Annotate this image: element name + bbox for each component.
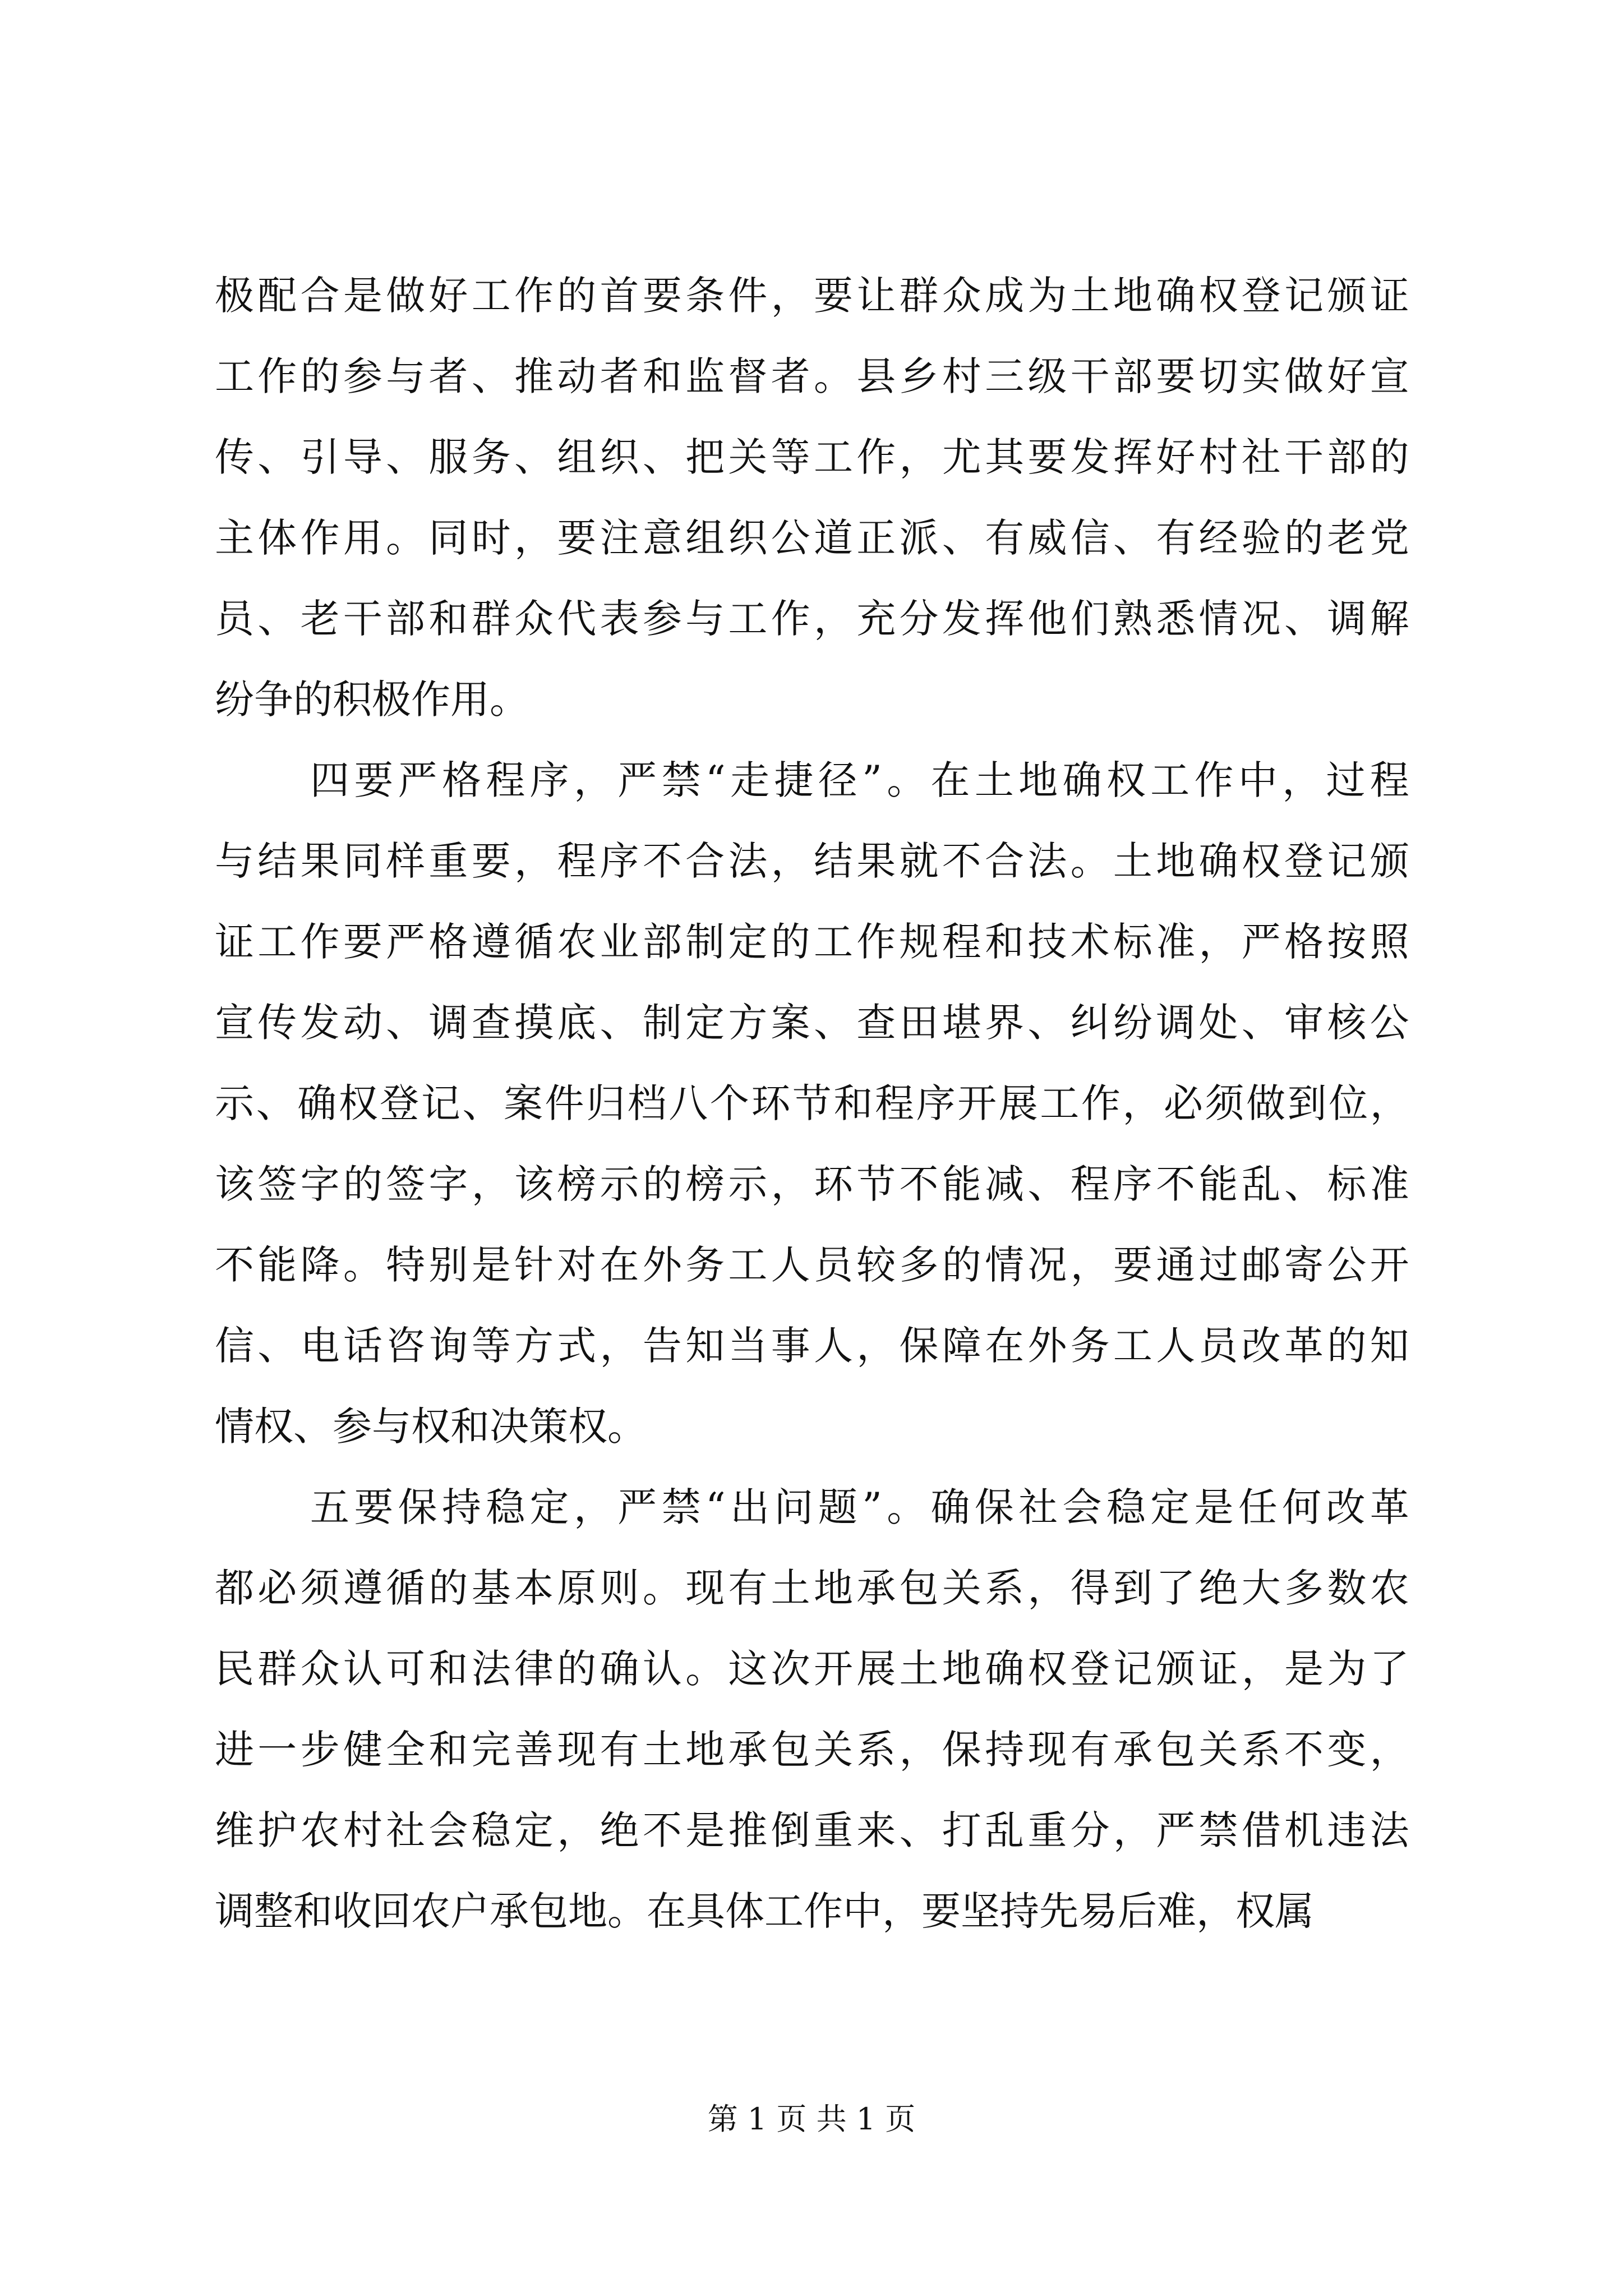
text-line: 调整和收回农户承包地。在具体工作中，要坚持先易后难，权属 [215, 1888, 1314, 1934]
text-line: 进 一 步 健 全 和 完 善 现 有 土 地 承 包 关 系 ， 保 持 现 有 承 包 关 系 不 变 ， [215, 1727, 1409, 1773]
text-line: 宣 传 发 动 、 调 查 摸 底 、 制 定 方 案 、 查 田 堪 界 、 纠 纷 调 处 、 审 核 公 [215, 1000, 1409, 1046]
text-line: 都 必 须 遵 循 的 基 本 原 则 。 现 有 土 地 承 包 关 系 ， 得 到 了 绝 大 多 数 农 [215, 1565, 1409, 1611]
text-line: 四 要 严 格 程 序 ， 严 禁 “ 走 捷 径 ” 。 在 土 地 确 权 工 作 中 ， 过 程 [310, 757, 1409, 803]
text-line: 传 、 引 导 、 服 务 、 组 织 、 把 关 等 工 作 ， 尤 其 要 发 挥 好 村 社 干 部 的 [215, 434, 1409, 480]
document-body [215, 255, 1409, 1952]
text-line: 情权、参与权和决策权。 [215, 1404, 647, 1450]
paragraph [215, 1467, 1409, 1952]
text-line: 信 、 电 话 咨 询 等 方 式 ， 告 知 当 事 人 ， 保 障 在 外 务 工 人 员 改 革 的 知 [215, 1323, 1409, 1369]
page-footer: 第 1 页 共 1 页 [707, 2101, 916, 2137]
text-line: 民 群 众 认 可 和 法 律 的 确 认 。 这 次 开 展 土 地 确 权 登 记 颁 证 ， 是 为 了 [215, 1646, 1409, 1692]
text-line: 工 作 的 参 与 者 、 推 动 者 和 监 督 者 。 县 乡 村 三 级 干 部 要 切 实 做 好 宣 [215, 353, 1409, 399]
text-line: 维 护 农 村 社 会 稳 定 ， 绝 不 是 推 倒 重 来 、 打 乱 重 分 ， 严 禁 借 机 违 法 [215, 1807, 1409, 1853]
paragraph [215, 255, 1409, 740]
text-line: 示 、 确 权 登 记 、 案 件 归 档 八 个 环 节 和 程 序 开 展 工 作 ， 必 须 做 到 位 ， [215, 1080, 1409, 1126]
text-line: 主 体 作 用 。 同 时 ， 要 注 意 组 织 公 道 正 派 、 有 威 信 、 有 经 验 的 老 党 [215, 515, 1409, 561]
text-line: 极 配 合 是 做 好 工 作 的 首 要 条 件 ， 要 让 群 众 成 为 土 地 确 权 登 记 颁 证 [215, 273, 1409, 319]
text-line: 纷争的积极作用。 [215, 677, 529, 723]
text-line: 与 结 果 同 样 重 要 ， 程 序 不 合 法 ， 结 果 就 不 合 法 。 土 地 确 权 登 记 颁 [215, 838, 1409, 884]
text-line: 员 、 老 干 部 和 群 众 代 表 参 与 工 作 ， 充 分 发 挥 他 们 熟 悉 情 况 、 调 解 [215, 596, 1409, 642]
text-line: 不 能 降 。 特 别 是 针 对 在 外 务 工 人 员 较 多 的 情 况 ， 要 通 过 邮 寄 公 开 [215, 1242, 1409, 1288]
text-line: 五 要 保 持 稳 定 ， 严 禁 “ 出 问 题 ” 。 确 保 社 会 稳 定 是 任 何 改 革 [310, 1484, 1409, 1530]
paragraph [215, 740, 1409, 1467]
text-line: 该 签 字 的 签 字 ， 该 榜 示 的 榜 示 ， 环 节 不 能 减 、 程 序 不 能 乱 、 标 准 [215, 1161, 1409, 1207]
text-line: 证 工 作 要 严 格 遵 循 农 业 部 制 定 的 工 作 规 程 和 技 术 标 准 ， 严 格 按 照 [215, 919, 1409, 965]
